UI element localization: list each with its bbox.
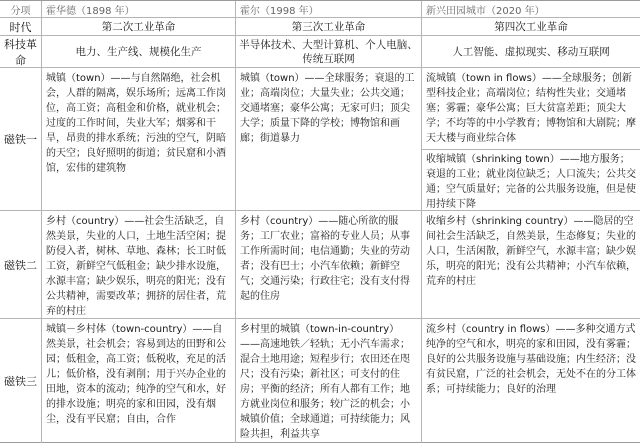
- magnet1-town-in-flows: 流城镇（town in flows）——全球服务；创新型科技企业；高端岗位；结构性失业；交通堵塞；雾霾；豪华公寓；巨大贫富差距；顶尖大学；不均等的中小学教育；博物馆和大剧院；摩天大楼与商业综合体: [426, 73, 636, 144]
- magnet2-row: [0, 211, 640, 319]
- tech-row: [0, 36, 640, 68]
- header-item-column: 分项: [0, 1, 42, 17]
- magnet2-new-garden-city: 收缩乡村（shrinking country）——隐居的空间社会生活缺乏，自然美景，生态修复；失业的人口，生活闲散，新鲜空气，水源丰富；缺少娱乐，明亮的阳光；没有公共精神；小汽车依赖，荒弃的村庄: [426, 216, 636, 287]
- magnet3-row: [0, 319, 640, 443]
- header-hall: 霍尔（1998 年）: [236, 1, 422, 17]
- era-label: 时代: [0, 18, 42, 35]
- magnet2-label: 磁铁二: [0, 211, 42, 318]
- tech-hall: 半导体技术、大型计算机、个人电脑、传统互联网: [236, 36, 422, 67]
- magnet1-row: [0, 68, 640, 211]
- header-new-garden-city: 新兴田园城市（2020 年）: [426, 5, 545, 17]
- magnet1-hall: 城镇（town）——全球服务；衰退的工业；高端岗位；大量失业；公共交通；交通堵塞；豪华公寓；无家可归；顶尖大学；质量下降的学校；博物馆和画廊；街道暴力: [236, 68, 422, 210]
- magnet3-howard: 城镇－乡村体（town-country）——自然美景，社会机会；容易到达的田野和公园；低租金，高工资；低税收，充足的活儿；低价格，没有剥削；用于兴办企业的田地，资本的流动；纯净的空气和水，好的排水设施；明亮的家和田园，没有烟尘，没有平民窟；自由，合作: [42, 319, 236, 443]
- era-hall: 第三次工业革命: [236, 18, 422, 35]
- magnet3-hall: 乡村里的城镇（town-in-country）——高速地铁／轻轨；无小汽车需求；混合土地用途；短程步行；农田还在咫尺；没有污染；新社区；可支付的住房；平衡的经济；所有人都有工作；地方就业岗位和服务；较广泛的机会；小城镇价值；全球通道；可持续能力；风险共担，利益共享: [236, 319, 422, 443]
- magnet2-hall: 乡村（country）——随心所欲的服务；工厂农业；富裕的专业人员；从事工作所需时间；电信通勤；失业的劳动者；没有巴士；小汽车依赖；新鲜空气；交通污染；行政往宅；没有支付得起的住房: [236, 211, 422, 318]
- magnet3-label: 磁铁三: [0, 319, 42, 443]
- era-row: [0, 18, 640, 36]
- tech-new-garden-city: 人工智能、虚拟现实、移动互联网: [452, 45, 610, 58]
- header-howard: 霍华德（1898 年）: [42, 1, 236, 17]
- era-howard: 第二次工业革命: [42, 18, 236, 35]
- era-new-garden-city: 第四次工业革命: [494, 21, 568, 33]
- magnet2-howard: 乡村（country）——社会生活缺乏，自然美景，失业的人口，土地生活空闲；提防侵入者，树林、草地、森林；长工时低工资，新鲜空气低租金；缺少排水设施，水源丰富；缺少娱乐，明亮的阳光；没有公共精神，需要改革；拥挤的居住者，荒弃的村庄: [42, 211, 236, 318]
- tech-label: 科技革命: [0, 36, 42, 67]
- magnet1-new-garden-city: [422, 68, 640, 210]
- magnet3-new-garden-city: 流乡村（country in flows）——多种交通方式纯净的空气和水，明亮的家和田园，没有雾霾；良好的公共服务设施与基础设施；内生经济；没有贫民窟，广泛的社会机会，无处不在的分工体系；可持续能力；良好的治理: [426, 324, 636, 395]
- magnet1-shrinking-town: 收缩城镇（shrinking town）——地方服务；衰退的工业；就业岗位缺乏；人口流失；公共交通；空气质量好；完备的公共服务设施，但是使用持续下降: [422, 149, 640, 210]
- magnet1-label: 磁铁一: [0, 68, 42, 210]
- header-row: [0, 1, 640, 18]
- magnet1-howard: 城镇（town）——与自然隔绝，社会机会，人群的隔离，娱乐场所；远离工作岗位，高工资；高租金和价格，就业机会；过度的工作时间，失业大军；烟雾和干旱，昂贵的排水系统；污浊的空气，阴暗的天空；良好照明的街道；贫民窟和小酒馆，宏伟的建筑物: [42, 68, 236, 210]
- tech-howard: 电力、生产线、规模化生产: [42, 36, 236, 67]
